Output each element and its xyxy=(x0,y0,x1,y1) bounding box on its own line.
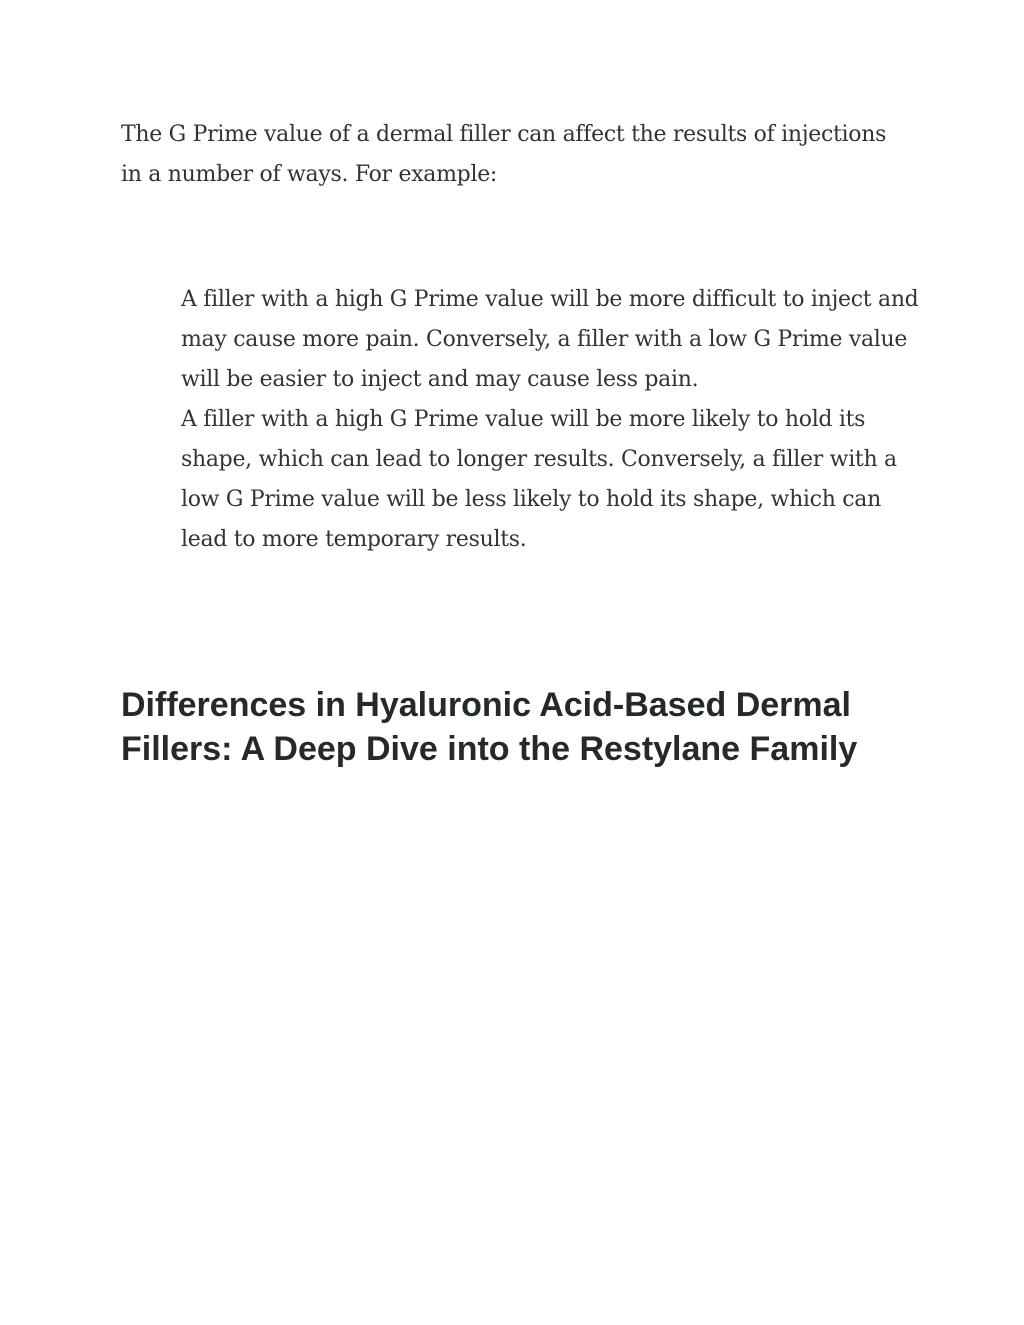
example-item-injection-difficulty: A filler with a high G Prime value will be more difficult to inject and may cause more pain. Conversely, a filler with a low G Prime value will be easier to inject and may cause less pain. xyxy=(181,287,919,392)
example-item-shape-retention: A filler with a high G Prime value will be more likely to hold its shape, which can lead to longer results. Conversely, a filler with a low G Prime value will be less likely to hold its shape, which can lead to more temporary results. xyxy=(181,407,897,552)
section-heading: Differences in Hyaluronic Acid-Based Dermal Fillers: A Deep Dive into the Restylane Family xyxy=(121,686,858,768)
intro-paragraph: The G Prime value of a dermal filler can affect the results of injections in a number of ways. For example: xyxy=(121,122,887,187)
examples-list xyxy=(181,280,921,560)
